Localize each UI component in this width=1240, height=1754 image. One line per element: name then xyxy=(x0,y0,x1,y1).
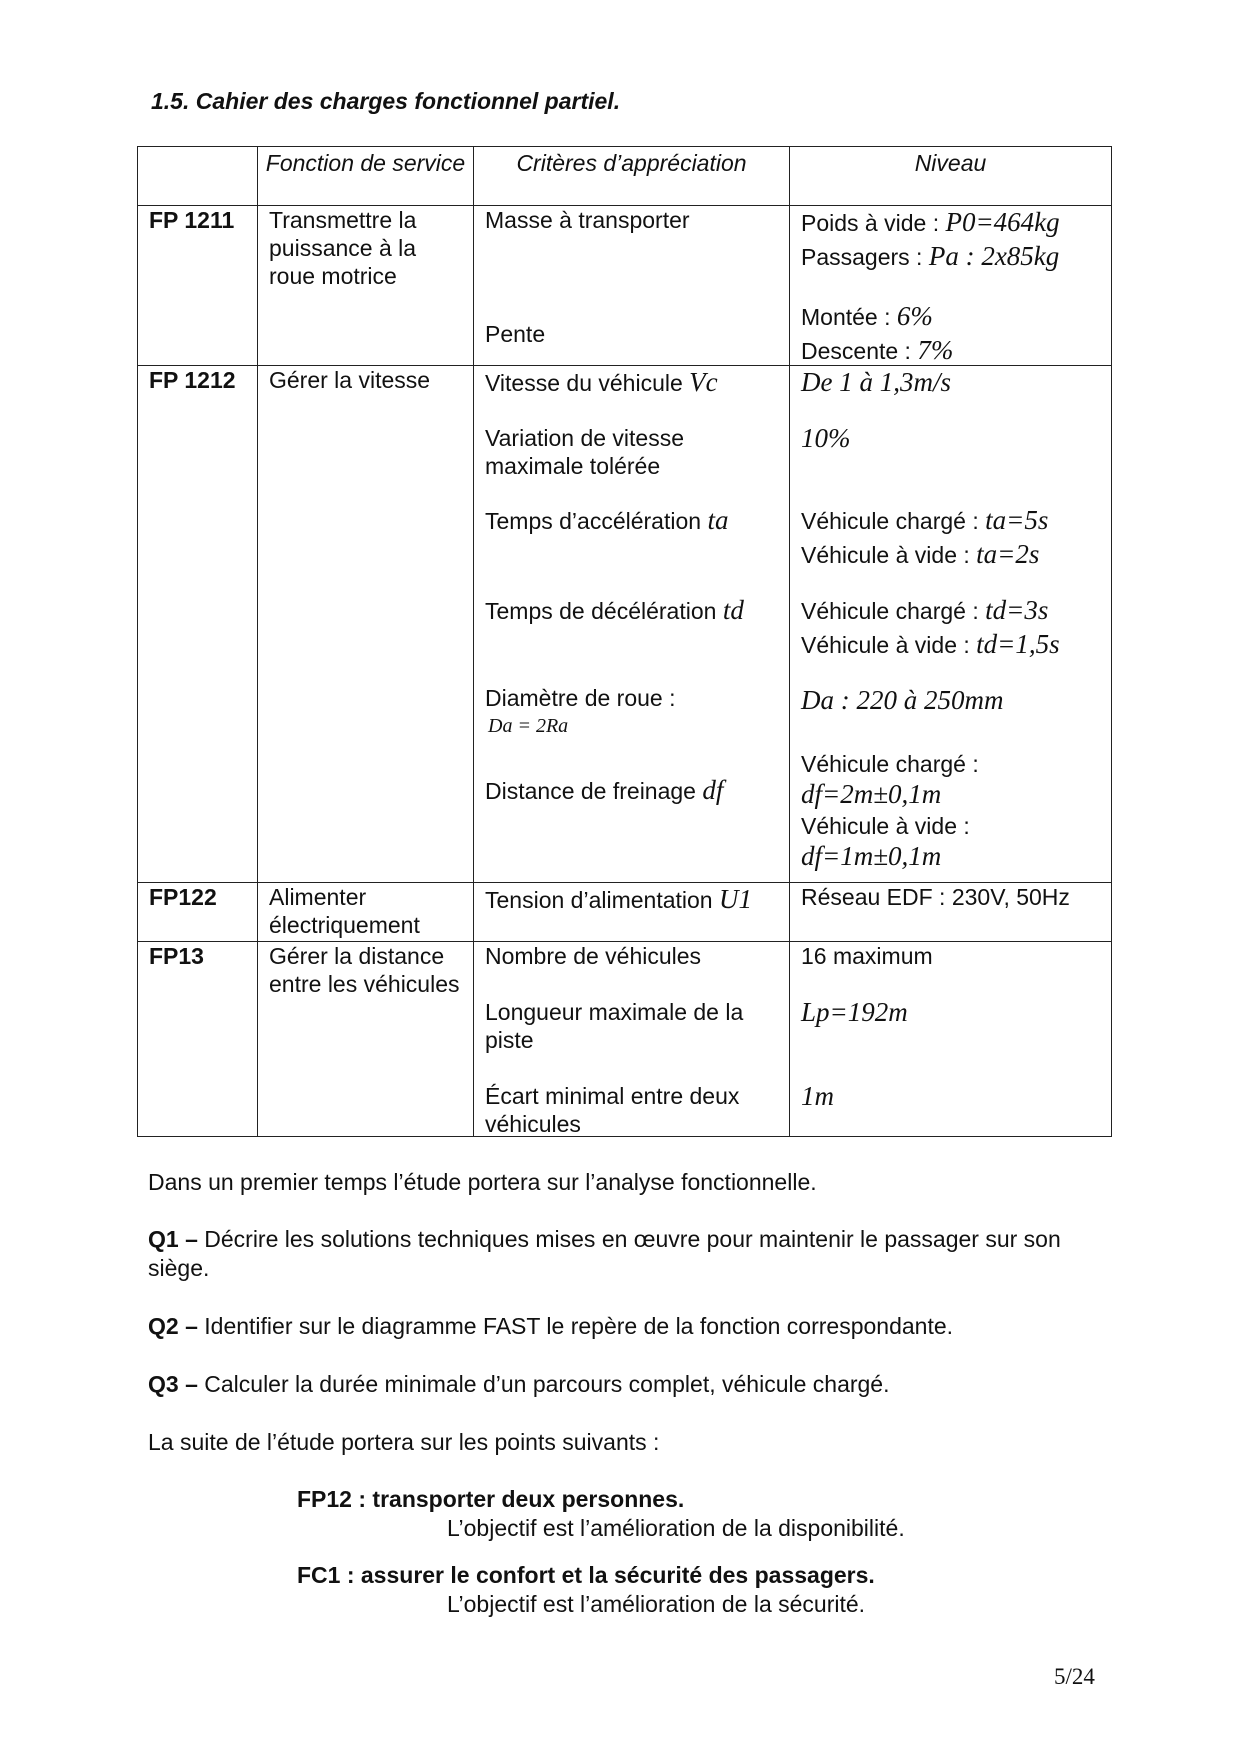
fc1-text: L’objectif est l’amélioration de la sécurité. xyxy=(447,1591,866,1617)
fp12-text: L’objectif est l’amélioration de la disponibilité. xyxy=(447,1515,905,1541)
level-longueur: Lp=192m xyxy=(801,997,908,1027)
question-q2: Q2 – Identifier sur le diagramme FAST le repère de la fonction correspondante. xyxy=(148,1313,954,1339)
level-poids-value: P0=464kg xyxy=(945,207,1060,237)
row-function: Transmettre la puissance à la roue motrice xyxy=(269,207,417,289)
level-descente-value: 7% xyxy=(917,335,954,365)
intro-text: Dans un premier temps l’étude portera sur l’analyse fonctionnelle. xyxy=(148,1169,817,1195)
level-passagers: Passagers : Pa : 2x85kg xyxy=(801,241,1060,271)
level-reseau: Réseau EDF : 230V, 50Hz xyxy=(801,884,1070,910)
level-variation: 10% xyxy=(801,423,851,453)
level-frein-vide-label: Véhicule à vide : xyxy=(801,813,970,839)
criterion-ecart: Écart minimal entre deux véhicules xyxy=(485,1083,740,1137)
level-descente: Descente : 7% xyxy=(801,335,954,365)
row-function: Gérer la distance entre les véhicules xyxy=(269,943,460,997)
suite-text: La suite de l’étude portera sur les points suivants : xyxy=(148,1429,660,1455)
criterion-freinage: Distance de freinage df xyxy=(485,775,724,805)
level-passagers-value: Pa : 2x85kg xyxy=(928,241,1060,271)
criterion-nombre: Nombre de véhicules xyxy=(485,943,702,969)
level-montee-value: 6% xyxy=(896,301,933,331)
row-code: FP 1211 xyxy=(149,207,235,233)
row-code: FP 1212 xyxy=(149,367,236,393)
level-frein-charge-label: Véhicule chargé : xyxy=(801,751,979,777)
criterion-deceleration: Temps de décélération td xyxy=(485,595,744,625)
level-ecart: 1m xyxy=(801,1081,834,1111)
header-criteres: Critères d’appréciation xyxy=(474,147,790,206)
question-q1: Q1 – Décrire les solutions techniques mises en œuvre pour maintenir le passager sur son siège. xyxy=(148,1226,1061,1281)
header-niveau: Niveau xyxy=(790,147,1112,206)
level-montee: Montée : 6% xyxy=(801,301,933,331)
row-code: FP122 xyxy=(149,884,217,910)
level-decel-charge: Véhicule chargé : td=3s xyxy=(801,595,1049,625)
table-row xyxy=(138,206,1112,366)
level-vitesse: De 1 à 1,3m/s xyxy=(801,367,951,397)
criterion-tension: Tension d’alimentation U1 xyxy=(485,884,752,914)
criterion-acceleration: Temps d’accélération ta xyxy=(485,505,729,535)
row-code: FP13 xyxy=(149,943,204,969)
level-frein-charge-value: df=2m±0,1m xyxy=(801,779,942,809)
table-row xyxy=(138,366,1112,883)
criterion-longueur: Longueur maximale de la piste xyxy=(485,999,744,1053)
criterion-masse: Masse à transporter xyxy=(485,207,690,233)
level-accel-charge: Véhicule chargé : ta=5s xyxy=(801,505,1049,535)
fc1-title: FC1 : assurer le confort et la sécurité des passagers. xyxy=(297,1562,875,1588)
table-header-row xyxy=(138,147,1112,206)
fp12-title: FP12 : transporter deux personnes. xyxy=(297,1486,685,1512)
criterion-vitesse: Vitesse du véhicule Vc xyxy=(485,367,718,397)
header-fonction: Fonction de service xyxy=(258,147,474,206)
page-number: 5/24 xyxy=(1054,1664,1095,1689)
diametre-formula: Da = 2Ra xyxy=(488,715,569,737)
row-function: Gérer la vitesse xyxy=(269,367,431,393)
criterion-diametre: Diamètre de roue : xyxy=(485,685,676,711)
level-poids: Poids à vide : P0=464kg xyxy=(801,207,1060,237)
criterion-variation: Variation de vitesse maximale tolérée xyxy=(485,425,685,479)
question-q3: Q3 – Calculer la durée minimale d’un parcours complet, véhicule chargé. xyxy=(148,1371,890,1397)
level-accel-vide: Véhicule à vide : ta=2s xyxy=(801,539,1040,569)
level-diametre: Da : 220 à 250mm xyxy=(801,685,1004,715)
level-nombre: 16 maximum xyxy=(801,943,933,969)
specifications-table xyxy=(137,146,1112,1137)
level-decel-vide: Véhicule à vide : td=1,5s xyxy=(801,629,1060,659)
table-row xyxy=(138,942,1112,1137)
level-frein-vide-value: df=1m±0,1m xyxy=(801,841,942,871)
section-heading: 1.5. Cahier des charges fonctionnel partiel. xyxy=(151,88,621,114)
criterion-pente: Pente xyxy=(485,321,546,347)
row-function: Alimenter électriquement xyxy=(269,884,420,938)
header-code xyxy=(138,147,258,206)
table-row xyxy=(138,883,1112,942)
